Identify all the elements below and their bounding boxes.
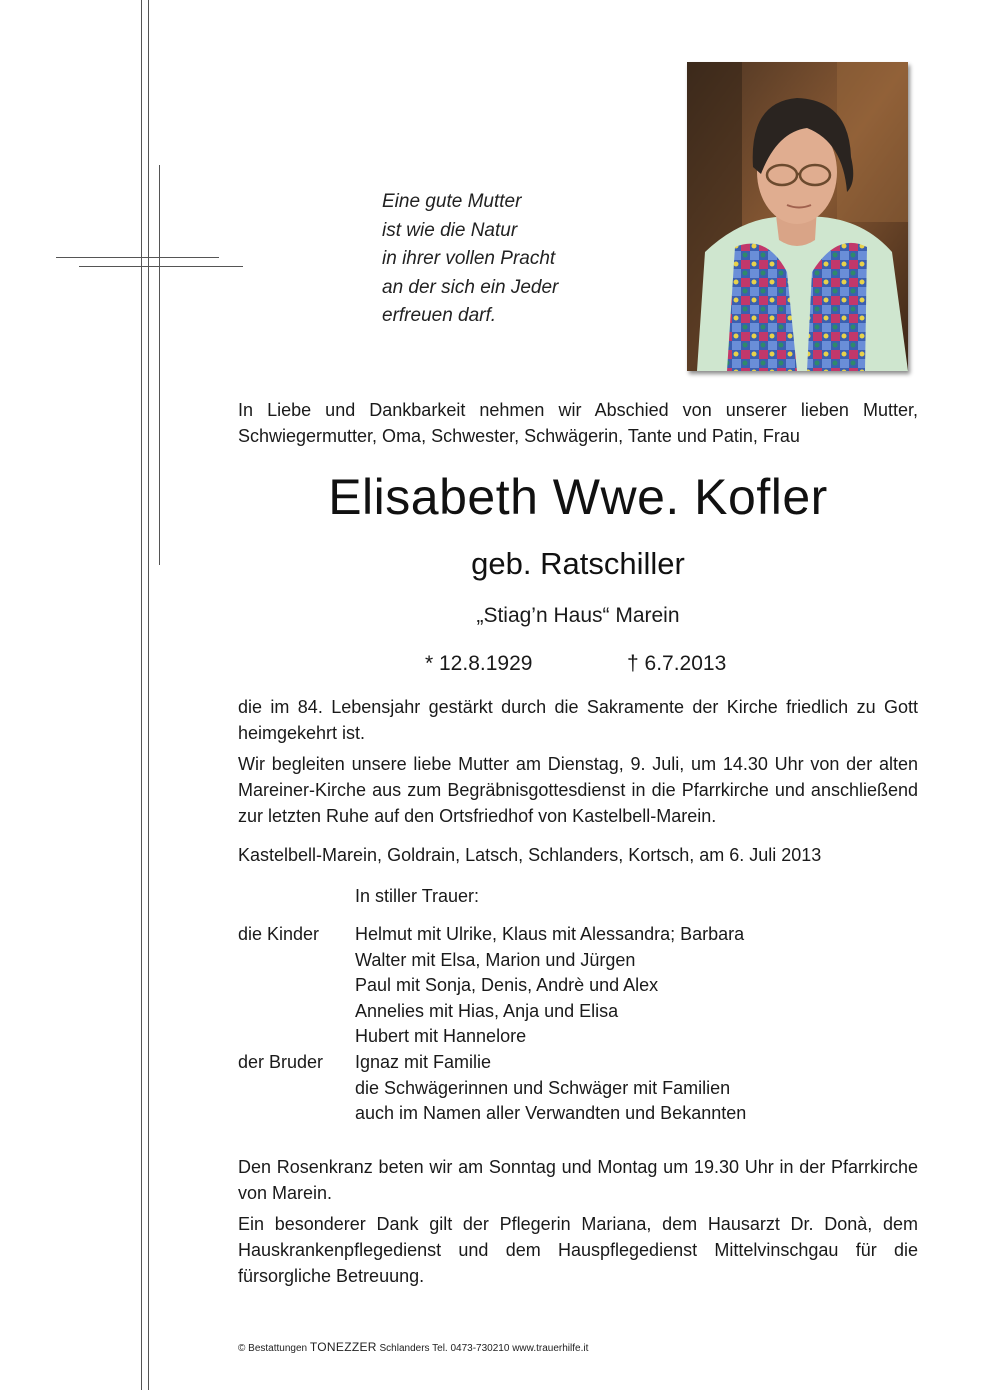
house-name: „Stiag’n Haus“ Marein: [476, 604, 680, 627]
left-border-line-inner: [148, 0, 149, 1390]
death-date: † 6.7.2013: [627, 652, 727, 675]
relation-label: [238, 999, 355, 1025]
list-item: [238, 973, 746, 999]
relation-label: die Kinder: [238, 924, 320, 944]
relation-names: Helmut mit Ulrike, Klaus mit Alessandra; Barbara: [355, 924, 745, 944]
footer-credit: [238, 1340, 588, 1354]
relation-label: [238, 1101, 355, 1127]
quote-line: Eine gute Mutter: [382, 191, 522, 212]
quote-line: erfreuen darf.: [382, 305, 497, 326]
list-item: [238, 1050, 746, 1076]
relation-label: der Bruder: [238, 1051, 324, 1072]
footer-brand: TONEZZER: [309, 1340, 377, 1354]
portrait-photo: [687, 62, 908, 371]
list-item: [238, 999, 746, 1025]
list-item: [238, 922, 746, 948]
footer-prefix: © Bestattungen: [238, 1343, 308, 1354]
cross-horizontal-bar: [56, 257, 219, 258]
thanks-paragraph: Ein besonderer Dank gilt der Pflegerin Mariana, dem Hausarzt Dr. Donà, dem Hauskrankenpflegedienst und dem Hauspflegedienst Mittelvinschgau für die fürsorgliche Betreuung.: [238, 1214, 918, 1286]
relation-label: [238, 1024, 355, 1050]
quote-line: in ihrer vollen Pracht: [382, 248, 556, 269]
list-item: [238, 1076, 746, 1102]
list-item: [238, 1024, 746, 1050]
quote-line: ist wie die Natur: [382, 219, 518, 241]
relation-names: Paul mit Sonja, Denis, Andrè und Alex: [355, 975, 659, 996]
passing-paragraph: die im 84. Lebensjahr gestärkt durch die Sakramente der Kirche friedlich zu Gott heimgekehrt ist.: [238, 697, 918, 743]
relation-names: Walter mit Elsa, Marion und Jürgen: [355, 949, 636, 970]
cross-vertical-bar: [159, 165, 160, 565]
birth-date: * 12.8.1929: [425, 652, 533, 675]
footer-suffix: Schlanders Tel. 0473-730210 www.trauerhilfe.it: [379, 1343, 589, 1354]
quote-block: [382, 188, 558, 331]
list-item: [238, 1101, 746, 1127]
relation-label: [238, 948, 355, 974]
rosary-paragraph: Den Rosenkranz beten wir am Sonntag und Montag um 19.30 Uhr in der Pfarrkirche von Marein.: [238, 1157, 918, 1203]
relation-names: auch im Namen aller Verwandten und Bekannten: [355, 1103, 747, 1124]
mourning-heading: In stiller Trauer:: [355, 886, 480, 906]
portrait-illustration: [687, 62, 908, 371]
family-list: [238, 922, 746, 1127]
quote-line: an der sich ein Jeder: [382, 276, 559, 298]
relation-names: Annelies mit Hias, Anja und Elisa: [355, 1000, 619, 1021]
relation-names: die Schwägerinnen und Schwäger mit Familien: [355, 1077, 731, 1098]
relation-label: [238, 973, 355, 999]
relation-label: [238, 1076, 355, 1102]
intro-text: In Liebe und Dankbarkeit nehmen wir Abschied von unserer lieben Mutter, Schwiegermutter, Oma, Schwester, Schwägerin, Tante und Patin, Frau: [238, 400, 918, 446]
maiden-name: geb. Ratschiller: [471, 546, 685, 581]
relation-names: Ignaz mit Familie: [355, 1051, 492, 1072]
cross-horizontal-bar-lower: [79, 266, 243, 267]
life-dates: [425, 652, 727, 676]
place-date-line: Kastelbell-Marein, Goldrain, Latsch, Schlanders, Kortsch, am 6. Juli 2013: [238, 845, 822, 865]
relation-names: Hubert mit Hannelore: [355, 1026, 527, 1047]
left-border-line: [141, 0, 142, 1390]
deceased-name: Elisabeth Wwe. Kofler: [328, 469, 828, 525]
funeral-paragraph: Wir begleiten unsere liebe Mutter am Dienstag, 9. Juli, um 14.30 Uhr von der alten Mareiner-Kirche aus zum Begräbnisgottesdienst in die Pfarrkirche und anschließend zur letzten Ruhe auf den Ortsfriedhof von Kastelbell-Marein.: [238, 754, 918, 826]
list-item: [238, 948, 746, 974]
